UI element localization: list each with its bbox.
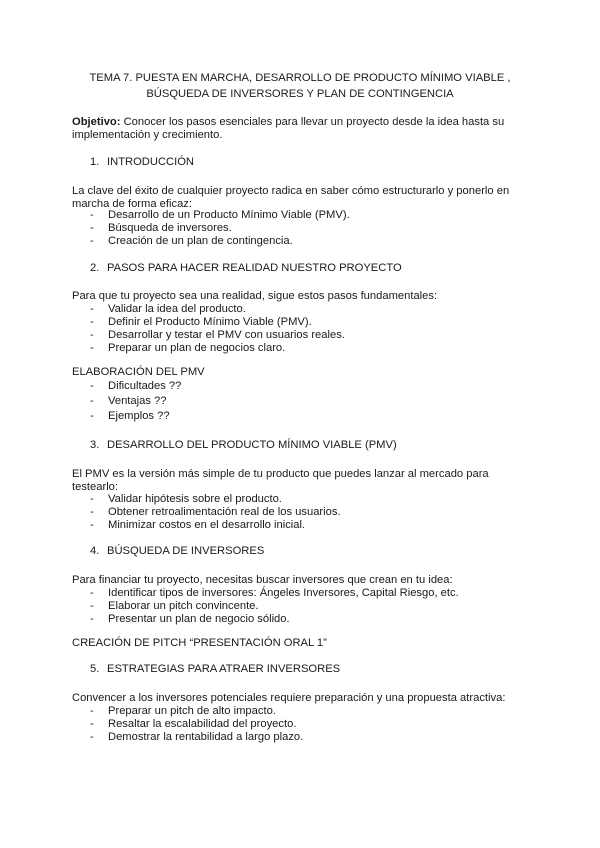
list-item: - Creación de un plan de contingencia. xyxy=(90,235,293,247)
list-item: - Identificar tipos de inversores: Ángeles Inversores, Capital Riesgo, etc. xyxy=(90,587,459,599)
section-1-list xyxy=(90,209,350,248)
section-2-title: PASOS PARA HACER REALIDAD NUESTRO PROYECTO xyxy=(107,262,402,274)
bullet-dash: - xyxy=(90,303,94,315)
section-1-number: 1. xyxy=(90,156,100,168)
section-1-intro: La clave del éxito de cualquier proyecto radica en saber cómo estructurarlo y ponerlo en marcha de forma eficaz: xyxy=(72,185,510,210)
list-item: - Preparar un pitch de alto impacto. xyxy=(90,705,276,717)
list-item: - Obtener retroalimentación real de los usuarios. xyxy=(90,506,341,518)
section-4-number: 4. xyxy=(90,545,100,557)
bullet-dash: - xyxy=(90,380,94,392)
bullet-dash: - xyxy=(90,342,94,354)
section-5-number: 5. xyxy=(90,663,100,675)
bullet-dash: - xyxy=(90,705,94,717)
bullet-dash: - xyxy=(90,235,94,247)
list-item: - Presentar un plan de negocio sólido. xyxy=(90,613,290,625)
bullet-dash: - xyxy=(90,519,94,531)
bullet-dash: - xyxy=(90,329,94,341)
bullet-dash: - xyxy=(90,222,94,234)
bullet-dash: - xyxy=(90,493,94,505)
title-line-1: TEMA 7. PUESTA EN MARCHA, DESARROLLO DE PRODUCTO MÍNIMO VIABLE , xyxy=(89,72,511,84)
section-4-heading xyxy=(90,545,264,558)
section-1-title: INTRODUCCIÓN xyxy=(107,156,195,168)
list-item: - Validar hipótesis sobre el producto. xyxy=(90,493,282,505)
elaboration-heading: ELABORACIÓN DEL PMV xyxy=(72,366,205,378)
objective-paragraph xyxy=(72,116,522,142)
section-5-heading xyxy=(90,663,340,676)
list-item: - Búsqueda de inversores. xyxy=(90,222,232,234)
bullet-dash: - xyxy=(90,316,94,328)
title-line-2: BÚSQUEDA DE INVERSORES Y PLAN DE CONTINGENCIA xyxy=(146,87,454,100)
section-2-number: 2. xyxy=(90,262,100,274)
list-item: - Desarrollo de un Producto Mínimo Viable (PMV). xyxy=(90,209,350,221)
section-3-intro: El PMV es la versión más simple de tu producto que puedes lanzar al mercado para testearlo: xyxy=(72,468,489,493)
list-item: - Resaltar la escalabilidad del proyecto. xyxy=(90,718,297,730)
section-4-list xyxy=(90,587,459,626)
list-item: - Ventajas ?? xyxy=(90,395,167,407)
bullet-dash: - xyxy=(90,600,94,612)
list-item: - Validar la idea del producto. xyxy=(90,303,246,315)
elaboration-list xyxy=(90,379,181,424)
document-title xyxy=(40,71,560,102)
bullet-dash: - xyxy=(90,718,94,730)
list-item: - Desarrollar y testar el PMV con usuarios reales. xyxy=(90,329,345,341)
section-4-intro: Para financiar tu proyecto, necesitas buscar inversores que crean en tu idea: xyxy=(72,574,453,586)
section-1-heading xyxy=(90,156,194,169)
bullet-dash: - xyxy=(90,506,94,518)
section-2-intro: Para que tu proyecto sea una realidad, sigue estos pasos fundamentales: xyxy=(72,290,438,302)
section-3-number: 3. xyxy=(90,439,100,451)
section-3-title: DESARROLLO DEL PRODUCTO MÍNIMO VIABLE (PMV) xyxy=(107,439,397,451)
bullet-dash: - xyxy=(90,587,94,599)
section-4-title: BÚSQUEDA DE INVERSORES xyxy=(107,545,265,557)
list-item: - Minimizar costos en el desarrollo inicial. xyxy=(90,519,306,531)
bullet-dash: - xyxy=(90,209,94,221)
section-2-list xyxy=(90,303,345,355)
list-item: - Elaborar un pitch convincente. xyxy=(90,600,259,612)
objective-text: Conocer los pasos esenciales para llevar un proyecto desde la idea hasta su implementación y crecimiento. xyxy=(72,116,505,141)
section-5-title: ESTRATEGIAS PARA ATRAER INVERSORES xyxy=(107,663,341,675)
section-5-list xyxy=(90,705,303,744)
objective-label: Objetivo: xyxy=(72,116,121,128)
section-2-heading xyxy=(90,262,402,275)
section-3-list xyxy=(90,493,341,532)
bullet-dash: - xyxy=(90,731,94,743)
bullet-dash: - xyxy=(90,410,94,422)
section-3-heading xyxy=(90,439,397,452)
pitch-heading: CREACIÓN DE PITCH “PRESENTACIÓN ORAL 1” xyxy=(72,637,327,649)
list-item: - Dificultades ?? xyxy=(90,380,182,392)
list-item: - Preparar un plan de negocios claro. xyxy=(90,342,286,354)
list-item: - Ejemplos ?? xyxy=(90,410,170,422)
section-5-intro: Convencer a los inversores potenciales requiere preparación y una propuesta atractiva: xyxy=(72,692,506,704)
list-item: - Demostrar la rentabilidad a largo plazo. xyxy=(90,731,304,743)
bullet-dash: - xyxy=(90,395,94,407)
bullet-dash: - xyxy=(90,613,94,625)
list-item: - Definir el Producto Mínimo Viable (PMV). xyxy=(90,316,312,328)
